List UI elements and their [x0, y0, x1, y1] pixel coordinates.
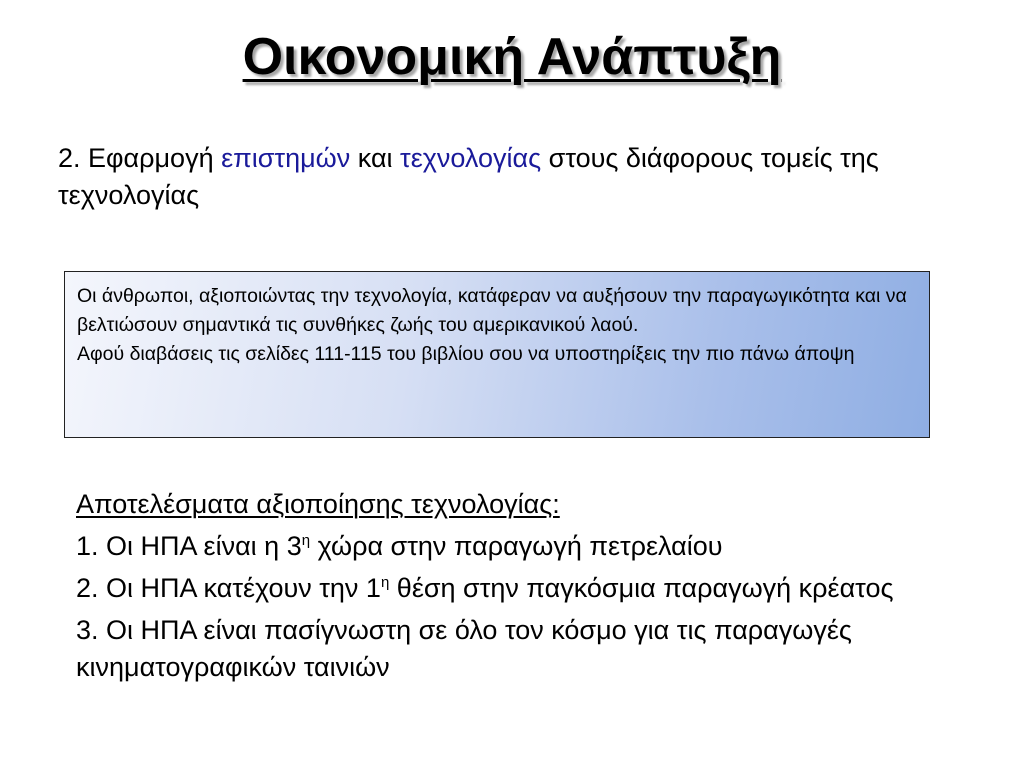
- results-heading: Αποτελέσματα αξιοποίησης τεχνολογίας:: [76, 489, 560, 519]
- intro-middle: και: [350, 143, 401, 173]
- result-item-1-before: 1. Οι ΗΠΑ είναι η 3: [76, 531, 302, 561]
- result-item-1: [76, 528, 996, 565]
- result-item-1-sup: η: [301, 532, 311, 549]
- result-item-1-after: χώρα στην παραγωγή πετρελαίου: [310, 531, 723, 561]
- result-item-3: 3. Οι ΗΠΑ είναι πασίγνωστη σε όλο τον κόσμο για τις παραγωγές κινηματογραφικών ταινιών: [76, 615, 852, 682]
- result-item-2-after: θέση στην παγκόσμια παραγωγή κρέατος: [389, 573, 894, 603]
- result-item-2-sup: η: [380, 574, 390, 591]
- quote-paragraph-2: Αφού διαβάσεις τις σελίδες 111-115 του βιβλίου σου να υποστηρίξεις την πιο πάνω άποψη: [77, 343, 855, 365]
- intro-prefix: 2. Εφαρμογή: [58, 143, 222, 173]
- intro-text: [58, 140, 978, 214]
- slide-title: Οικονομική Ανάπτυξη: [242, 28, 782, 86]
- intro-highlight-technology: τεχνολογίας: [400, 143, 542, 173]
- result-item-2-before: 2. Οι ΗΠΑ κατέχουν την 1: [76, 573, 381, 603]
- quote-paragraph-1: Οι άνθρωποι, αξιοποιώντας την τεχνολογία, κατάφεραν να αυξήσουν την παραγωγικότητα και να βελτιώσουν σημαντικά τις συνθήκες ζωής του αμερικανικού λαού.: [77, 285, 907, 336]
- intro-suffix: στους διάφορους τομείς της τεχνολογίας: [58, 143, 879, 210]
- result-item-2: [76, 570, 996, 607]
- quote-box: [64, 271, 930, 438]
- intro-highlight-sciences: επιστημών: [221, 143, 351, 173]
- results-section: [76, 486, 996, 686]
